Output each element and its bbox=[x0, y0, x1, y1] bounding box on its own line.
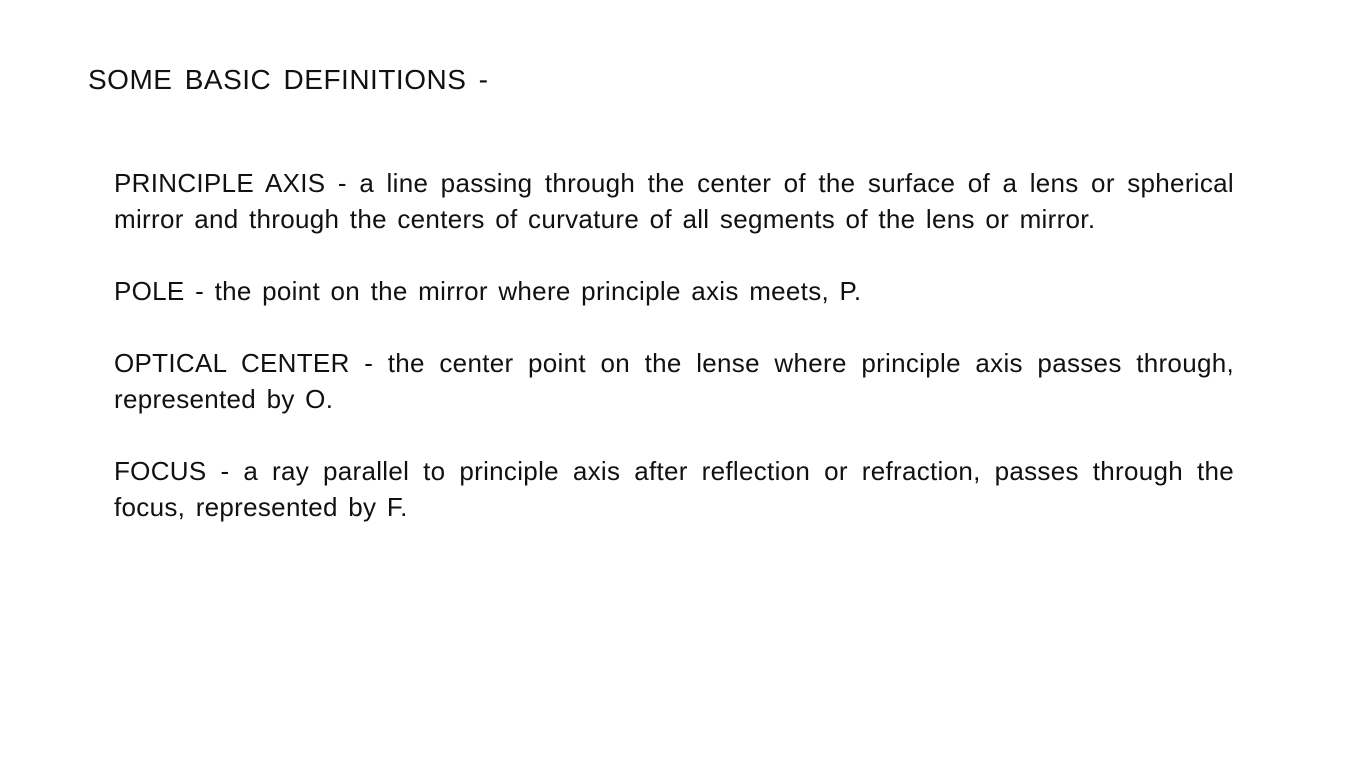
definition-focus: FOCUS - a ray parallel to principle axis after reflection or refraction, passes through the focus, represented by F. bbox=[114, 456, 1234, 522]
definition-optical-center: OPTICAL CENTER - the center point on the lense where principle axis passes through, represented by O. bbox=[114, 348, 1234, 414]
slide-title: SOME BASIC DEFINITIONS - bbox=[88, 64, 489, 95]
definition-pole: POLE - the point on the mirror where principle axis meets, P. bbox=[114, 276, 862, 306]
definition-principle-axis: PRINCIPLE AXIS - a line passing through the center of the surface of a lens or spherical mirror and through the centers of curvature of all segments of the lens or mirror. bbox=[114, 168, 1234, 234]
definitions-list bbox=[114, 165, 1234, 561]
